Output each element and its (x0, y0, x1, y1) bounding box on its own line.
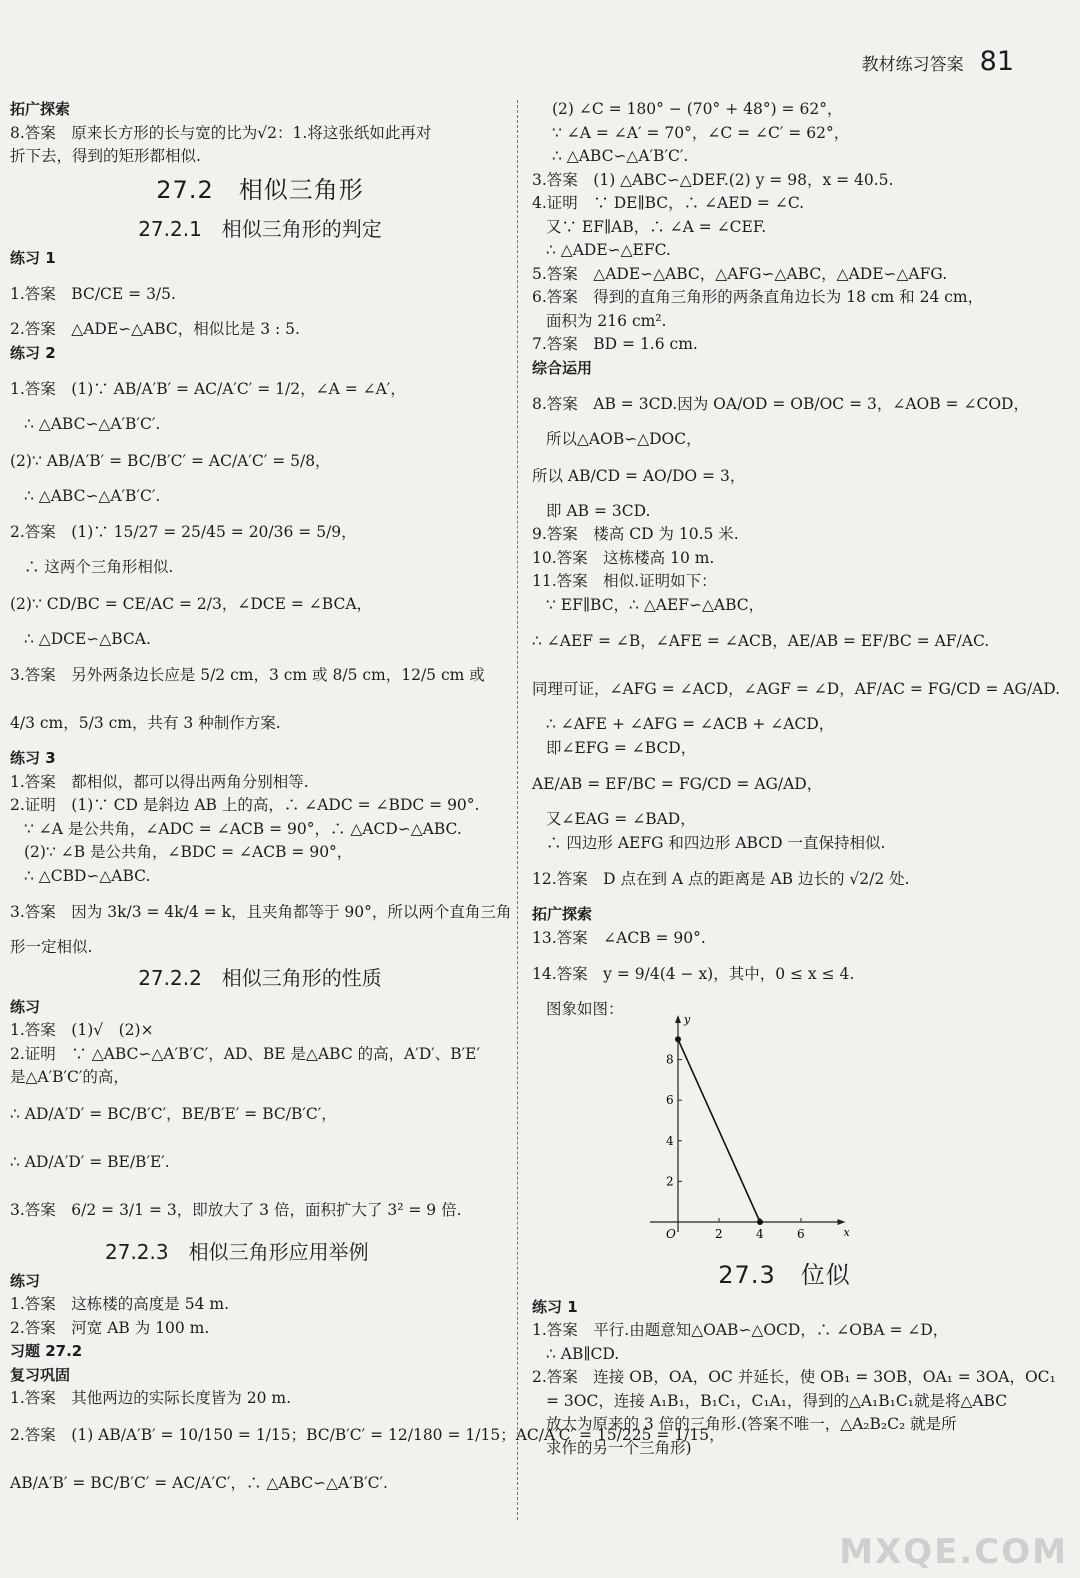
text-line: ∴ AD/A′D′ = BC/B′C′，BE/B′E′ = BC/B′C′， (10, 1104, 337, 1123)
text-line: AB/A′B′ = BC/B′C′ = AC/A′C′，∴ △ABC∽△A′B′C′. (10, 1473, 388, 1492)
text-line: 又∵ EF∥AB，∴ ∠A = ∠CEF. (546, 217, 767, 236)
text-line: 同理可证，∠AFG = ∠ACD，∠AGF = ∠D，AF/AC = FG/CD = AG/AD. (532, 680, 1061, 698)
text-line: ∴ △ABC∽△A′B′C′. (552, 147, 689, 165)
section-heading: 27.2.2 相似三角形的性质 (138, 965, 382, 990)
text-line: 所以△AOB∽△DOC， (546, 430, 702, 448)
text-line: 2.答案 (1) AB/A′B′ = 10/150 = 1/15；BC/B′C′ = 12/180 = 1/15；AC/A′C′ = 15/225 = 1/15， (10, 1425, 725, 1444)
text-line: ∵ ∠A = ∠A′ = 70°，∠C = ∠C′ = 62°， (552, 123, 850, 142)
subsection-label: 练习 1 (532, 1297, 578, 1316)
y-tick-label: 4 (666, 1133, 674, 1148)
text-line: 图象如图： (546, 1000, 624, 1018)
x-axis-arrow (838, 1219, 846, 1225)
text-line: 2.证明 (1)∵ CD 是斜边 AB 上的高，∴ ∠ADC = ∠BDC = 90°. (10, 796, 480, 814)
right-column (532, 98, 1061, 1460)
text-line: 14.答案 y = 9/4(4 − x)，其中，0 ≤ x ≤ 4. (532, 965, 855, 983)
endpoint-dot (675, 1036, 681, 1042)
text-line: 2.答案 河宽 AB 为 100 m. (10, 1318, 210, 1337)
text-line: ∵ ∠A 是公共角，∠ADC = ∠ACB = 90°，∴ △ACD∽△ABC. (24, 819, 462, 838)
text-line: (2) ∠C = 180° − (70° + 48°) = 62°， (552, 100, 843, 118)
text-line: 1.答案 平行.由题意知△OAB∽△OCD，∴ ∠OBA = ∠D， (532, 1321, 949, 1339)
text-line: 3.答案 (1) △ABC∽△DEF.(2) y = 98，x = 40.5. (532, 170, 894, 189)
text-line: ∴ ∠AFE + ∠AFG = ∠ACB + ∠ACD， (546, 715, 835, 733)
y-axis-label: y (684, 1012, 691, 1026)
text-line: 3.答案 6/2 = 3/1 = 3，即放大了 3 倍，面积扩大了 3² = 9 倍. (10, 1200, 462, 1219)
y-tick-label: 2 (666, 1173, 674, 1188)
page-header (862, 46, 1014, 77)
subsection-label: 拓广探索 (532, 905, 593, 923)
x-tick-label: 6 (797, 1226, 805, 1241)
text-line: 所以 AB/CD = AO/DO = 3， (532, 466, 746, 485)
text-line: = 3OC，连接 A₁B₁，B₁C₁，C₁A₁，得到的△A₁B₁C₁就是将△ABC (546, 1391, 1008, 1410)
text-line: ∴ 四边形 AEFG 和四边形 ABCD 一直保持相似. (546, 833, 886, 852)
text-line: 7.答案 BD = 1.6 cm. (532, 335, 698, 353)
text-line: ∴ △ABC∽△A′B′C′. (24, 486, 161, 505)
watermark: MXQE.COM (839, 1532, 1068, 1572)
text-line: 1.答案 (1)∵ AB/A′B′ = AC/A′C′ = 1/2，∠A = ∠A′， (10, 380, 406, 398)
section-heading: 27.2 相似三角形 (156, 175, 364, 204)
text-line: 2.证明 ∵ △ABC∽△A′B′C′，AD、BE 是△ABC 的高，A′D′、B′E′ (10, 1044, 481, 1063)
text-line: ∴ AD/A′D′ = BE/B′E′. (10, 1152, 170, 1171)
text-line: 形一定相似. (10, 938, 93, 956)
text-line: 1.答案 BC/CE = 3/5. (10, 285, 176, 303)
text-line: ∴ △ADE∽△EFC. (546, 241, 671, 259)
subsection-label: 习题 27.2 (10, 1342, 83, 1360)
text-line: 3.答案 另外两条边长应是 5/2 cm，3 cm 或 8/5 cm，12/5 cm 或 (10, 666, 485, 684)
subsection-label: 练习 3 (10, 749, 56, 767)
text-line: 11.答案 相似.证明如下： (532, 572, 717, 590)
text-line: ∴ △ABC∽△A′B′C′. (24, 415, 161, 433)
text-line: 面积为 216 cm². (546, 311, 667, 330)
text-line: 10.答案 这栋楼高 10 m. (532, 548, 715, 567)
text-line: 2.答案 连接 OB，OA，OC 并延长，使 OB₁ = 3OB，OA₁ = 3OA，OC₁ (532, 1368, 1056, 1386)
header-title: 教材练习答案 (861, 55, 964, 75)
text-line: 12.答案 D 点在到 A 点的距离是 AB 边长的 √2/2 处. (532, 870, 910, 888)
x-tick-label: 4 (756, 1226, 764, 1241)
subsection-label: 练习 (10, 1271, 41, 1290)
text-line: 1.答案 (1)√ (2)× (10, 1021, 154, 1039)
page-number: 81 (979, 46, 1014, 77)
section-heading: 27.3 位似 (718, 1260, 851, 1289)
right-top-block (532, 98, 1061, 1022)
subsection-label: 练习 2 (10, 343, 56, 362)
text-line: 1.答案 其他两边的实际长度皆为 20 m. (10, 1389, 291, 1407)
subsection-label: 综合运用 (532, 358, 593, 377)
text-line: 求作的另一个三角形) (546, 1438, 692, 1457)
section-heading: 27.2.3 相似三角形应用举例 (105, 1239, 369, 1264)
text-line: 5.答案 △ADE∽△ABC，△AFG∽△ABC，△ADE∽△AFG. (532, 264, 948, 283)
section-heading: 27.2.1 相似三角形的判定 (138, 216, 382, 241)
text-line: 13.答案 ∠ACB = 90°. (532, 928, 706, 947)
text-line: ∴ 这两个三角形相似. (24, 558, 174, 576)
text-line: 8.答案 AB = 3CD.因为 OA/OD = OB/OC = 3，∠AOB = ∠COD， (532, 395, 1029, 413)
text-line: AE/AB = EF/BC = FG/CD = AG/AD， (532, 775, 823, 793)
function-line (678, 1039, 760, 1222)
text-line: 6.答案 得到的直角三角形的两条直角边长为 18 cm 和 24 cm， (532, 288, 984, 306)
text-line: ∴ △DCE∽△BCA. (24, 629, 151, 648)
text-line: 2.答案 △ADE∽△ABC，相似比是 3 : 5. (10, 320, 300, 338)
text-line: 2.答案 (1)∵ 15/27 = 25/45 = 20/36 = 5/9， (10, 523, 357, 541)
y-tick-label: 8 (666, 1052, 674, 1067)
text-line: (2)∵ CD/BC = CE/AC = 2/3，∠DCE = ∠BCA， (10, 594, 373, 613)
column-divider (517, 100, 518, 1520)
text-line: (2)∵ ∠B 是公共角，∠BDC = ∠ACB = 90°， (24, 843, 353, 861)
text-line: 即∠EFG = ∠BCD， (546, 738, 697, 757)
graph-svg (650, 1012, 890, 1254)
subsection-label: 练习 1 (10, 248, 56, 267)
endpoint-dot (757, 1219, 763, 1225)
text-line: 4/3 cm，5/3 cm，共有 3 种制作方案. (10, 714, 281, 732)
text-line: 9.答案 楼高 CD 为 10.5 米. (532, 525, 739, 543)
text-line: 8.答案 原来长方形的长与宽的比为√2：1.将这张纸如此再对 (10, 123, 432, 142)
text-line: ∴ △CBD∽△ABC. (24, 866, 151, 885)
right-bottom-block (532, 1254, 1056, 1461)
text-line: (2)∵ AB/A′B′ = BC/B′C′ = AC/A′C′ = 5/8， (10, 451, 331, 470)
text-line: 折下去，得到的矩形都相似. (10, 147, 201, 165)
function-graph (532, 1012, 1037, 1254)
text-line: 4.证明 ∵ DE∥BC，∴ ∠AED = ∠C. (532, 194, 805, 212)
subsection-label: 复习巩固 (10, 1365, 71, 1384)
text-line: 3.答案 因为 3k/3 = 4k/4 = k，且夹角都等于 90°，所以两个直角三角 (10, 903, 512, 921)
text-line: 1.答案 都相似，都可以得出两角分别相等. (10, 772, 309, 791)
x-axis-label: x (843, 1225, 850, 1239)
subsection-label: 拓广探索 (10, 100, 71, 118)
text-line: 即 AB = 3CD. (546, 501, 651, 520)
text-line: 是△A′B′C′的高， (10, 1068, 129, 1086)
text-line: ∴ AB∥CD. (546, 1344, 620, 1363)
text-line: 放大为原来的 3 倍的三角形.(答案不唯一，△A₂B₂C₂ 就是所 (546, 1415, 957, 1433)
text-line: 又∠EAG = ∠BAD， (546, 810, 696, 828)
origin-label: O (666, 1226, 676, 1241)
text-line: ∴ ∠AEF = ∠B，∠AFE = ∠ACB，AE/AB = EF/BC = AF/AC. (532, 632, 990, 650)
text-line: 1.答案 这栋楼的高度是 54 m. (10, 1295, 229, 1313)
text-line: ∵ EF∥BC，∴ △AEF∽△ABC， (546, 595, 765, 614)
x-tick-label: 2 (715, 1226, 723, 1241)
subsection-label: 练习 (10, 997, 41, 1016)
y-tick-label: 6 (666, 1092, 674, 1107)
